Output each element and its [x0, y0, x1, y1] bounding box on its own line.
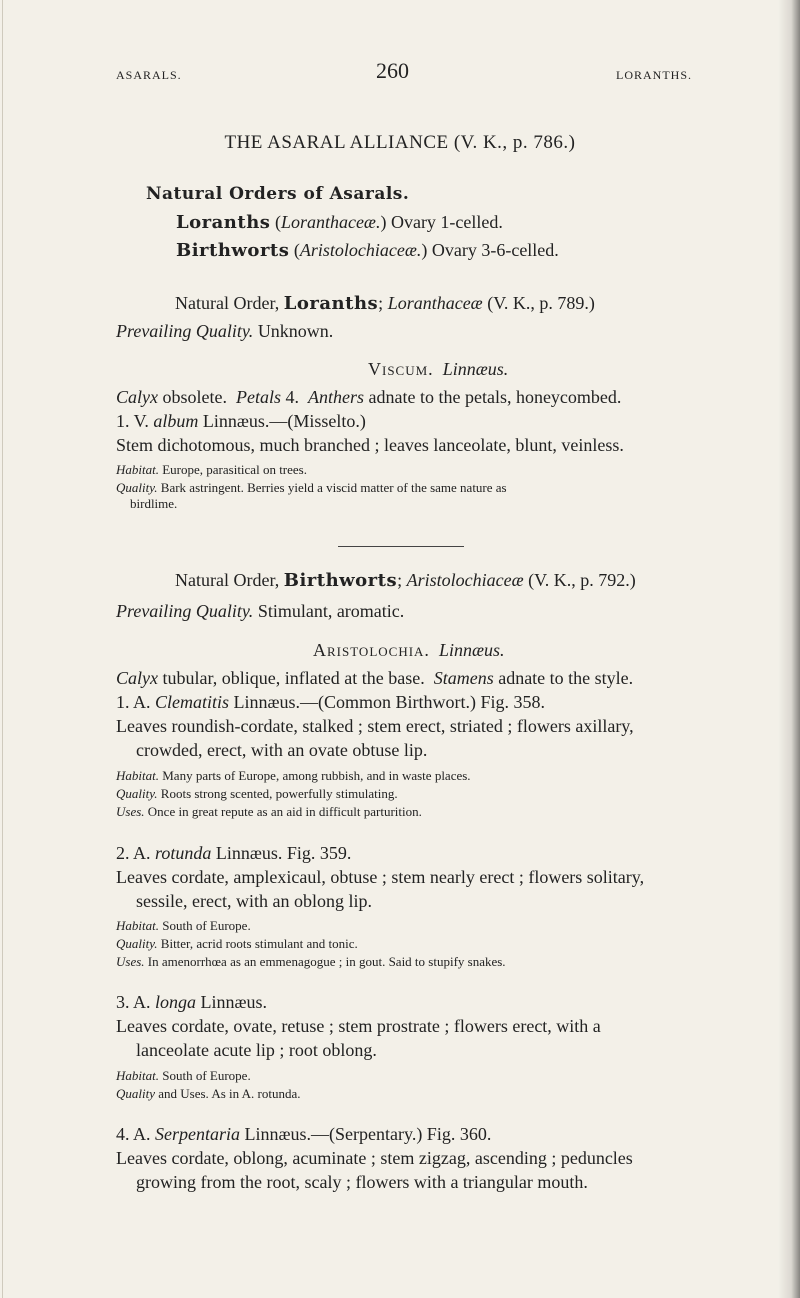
quality-label: Prevailing Quality. [116, 321, 254, 341]
note-habitat [116, 1068, 251, 1084]
aristolochia-characters [116, 668, 633, 689]
note-label: Habitat. [116, 918, 159, 933]
species-desc: Leaves cordate, amplexicaul, obtuse ; stem nearly erect ; flowers solitary, [116, 867, 645, 887]
species-desc: Leaves roundish-cordate, stalked ; stem erect, striated ; flowers axillary, [116, 716, 634, 736]
order-name: Birthworts [176, 240, 290, 261]
note-habitat [116, 768, 471, 784]
header-left: ASARALS. [116, 68, 182, 82]
running-header [0, 58, 800, 98]
anthers-text: adnate to the petals, honeycombed. [368, 387, 622, 407]
alliance-title: THE ASARAL ALLIANCE (V. K., p. 786.) [224, 132, 576, 153]
species-rest: Linnæus. Fig. 359. [215, 843, 352, 863]
note-label: Uses. [116, 954, 145, 969]
species-name: Clematitis [155, 692, 230, 712]
calyx-label: Calyx [116, 668, 158, 688]
species-name: longa [155, 992, 197, 1012]
note-text: Bitter, acrid roots stimulant and tonic. [160, 936, 358, 951]
note-label: Quality [116, 1086, 155, 1101]
order-latin: Loranthaceæ. [280, 212, 381, 232]
species-desc: crowded, erect, with an ovate obtuse lip. [136, 740, 428, 760]
order-latin: Aristolochiaceæ [406, 570, 524, 590]
species-desc: sessile, erect, with an oblong lip. [136, 891, 372, 911]
order-latin: Loranthaceæ [387, 293, 483, 313]
prevailing-quality-birthworts [116, 601, 404, 622]
note-text: South of Europe. [162, 1068, 251, 1083]
species-clematitis [116, 692, 545, 713]
note-label: Habitat. [116, 768, 159, 783]
note-uses [116, 954, 506, 970]
quality-label: Prevailing Quality. [116, 601, 254, 621]
note-text: and Uses. As in A. rotunda. [158, 1086, 301, 1101]
species-rest: Linnæus.—(Serpentary.) Fig. 360. [244, 1124, 492, 1144]
petals-label: Petals [236, 387, 281, 407]
order-heading-birthworts: Natural Order, Birthworts; Aristolochiaceæ (V. K., p. 792.) [175, 570, 636, 591]
note-label: Quality. [116, 480, 158, 495]
note-label: Quality. [116, 936, 158, 951]
genus-viscum [368, 359, 508, 380]
species-name: Serpentaria [155, 1124, 241, 1144]
calyx-text: tubular, oblique, inflated at the base. [162, 668, 425, 688]
genus-author: Linnæus. [438, 640, 505, 660]
section-divider [338, 546, 464, 547]
note-text: Many parts of Europe, among rubbish, and in waste places. [162, 768, 471, 783]
calyx-text: obsolete. [162, 387, 227, 407]
species-rest: Linnæus.—(Common Birthwort.) Fig. 358. [233, 692, 546, 712]
viscum-characters [116, 387, 621, 408]
petals-text: 4. [285, 387, 299, 407]
species-num: 3. A. [116, 992, 151, 1012]
order-name: Loranths [283, 293, 379, 314]
species-viscum-album [116, 411, 366, 432]
order-desc: Ovary 1-celled. [390, 212, 503, 232]
genus-name: Aristolochia. [313, 640, 430, 660]
note-quality [116, 786, 398, 802]
order-heading-loranths: Natural Order, Loranths; Loranthaceæ (V. K., p. 789.) [175, 293, 595, 314]
anthers-label: Anthers [308, 387, 364, 407]
species-rotunda [116, 843, 351, 864]
stamens-text: adnate to the style. [498, 668, 634, 688]
note-text: In amenorrhœa as an emmenagogue ; in gout. Said to stupify snakes. [147, 954, 506, 969]
order-row-loranths: Loranths (Loranthaceæ.) Ovary 1-celled. [176, 212, 503, 233]
page-number: 260 [376, 58, 409, 83]
order-ref: (V. K., p. 789.) [487, 293, 595, 313]
note-quality [116, 480, 507, 496]
genus-name: Viscum. [368, 359, 434, 379]
species-num: 1. A. [116, 692, 151, 712]
note-habitat [116, 918, 251, 934]
species-desc: growing from the root, scaly ; flowers with a triangular mouth. [136, 1172, 588, 1192]
note-label: Uses. [116, 804, 145, 819]
order-ref: (V. K., p. 792.) [528, 570, 636, 590]
species-num: 4. A. [116, 1124, 151, 1144]
page-edge-line [2, 0, 3, 1298]
species-longa [116, 992, 267, 1013]
note-label: Quality. [116, 786, 158, 801]
order-prefix: Natural Order, [175, 293, 280, 313]
note-quality-uses [116, 1086, 301, 1102]
note-label: Habitat. [116, 1068, 159, 1083]
prevailing-quality-loranths [116, 321, 333, 342]
note-text: Europe, parasitical on trees. [162, 462, 307, 477]
order-name: Birthworts [283, 570, 398, 591]
quality-value: Unknown. [257, 321, 334, 341]
orders-heading: Natural Orders of Asarals. [146, 184, 410, 204]
note-text: Bark astringent. Berries yield a viscid matter of the same nature as [160, 480, 507, 495]
calyx-label: Calyx [116, 387, 158, 407]
header-right: LORANTHS. [615, 68, 692, 82]
species-name: rotunda [155, 843, 212, 863]
species-desc: lanceolate acute lip ; root oblong. [136, 1040, 377, 1060]
genus-author: Linnæus. [442, 359, 509, 379]
note-uses [116, 804, 422, 820]
note-label: Habitat. [116, 462, 159, 477]
note-text: South of Europe. [162, 918, 251, 933]
order-prefix: Natural Order, [175, 570, 280, 590]
note-quality [116, 936, 358, 952]
stamens-label: Stamens [433, 668, 494, 688]
order-row-birthworts: Birthworts (Aristolochiaceæ.) Ovary 3-6-celled. [176, 240, 559, 261]
species-desc: Stem dichotomous, much branched ; leaves lanceolate, blunt, veinless. [116, 435, 624, 455]
species-rest: Linnæus. [200, 992, 268, 1012]
note-quality-cont: birdlime. [130, 496, 178, 511]
species-desc: Leaves cordate, oblong, acuminate ; stem zigzag, ascending ; peduncles [116, 1148, 633, 1168]
order-name: Loranths [176, 212, 271, 233]
order-desc: Ovary 3-6-celled. [431, 240, 559, 260]
note-habitat [116, 462, 307, 478]
species-num: 2. A. [116, 843, 151, 863]
order-latin: Aristolochiaceæ. [299, 240, 422, 260]
note-text: Once in great repute as an aid in difficult parturition. [147, 804, 422, 819]
species-name: album [153, 411, 199, 431]
page-edge-shadow [778, 0, 800, 1298]
species-rest: Linnæus.—(Misselto.) [202, 411, 366, 431]
quality-value: Stimulant, aromatic. [257, 601, 405, 621]
species-serpentaria [116, 1124, 491, 1145]
genus-aristolochia [313, 640, 504, 661]
species-num: 1. V. [116, 411, 149, 431]
note-text: Roots strong scented, powerfully stimulating. [160, 786, 398, 801]
species-desc: Leaves cordate, ovate, retuse ; stem prostrate ; flowers erect, with a [116, 1016, 601, 1036]
